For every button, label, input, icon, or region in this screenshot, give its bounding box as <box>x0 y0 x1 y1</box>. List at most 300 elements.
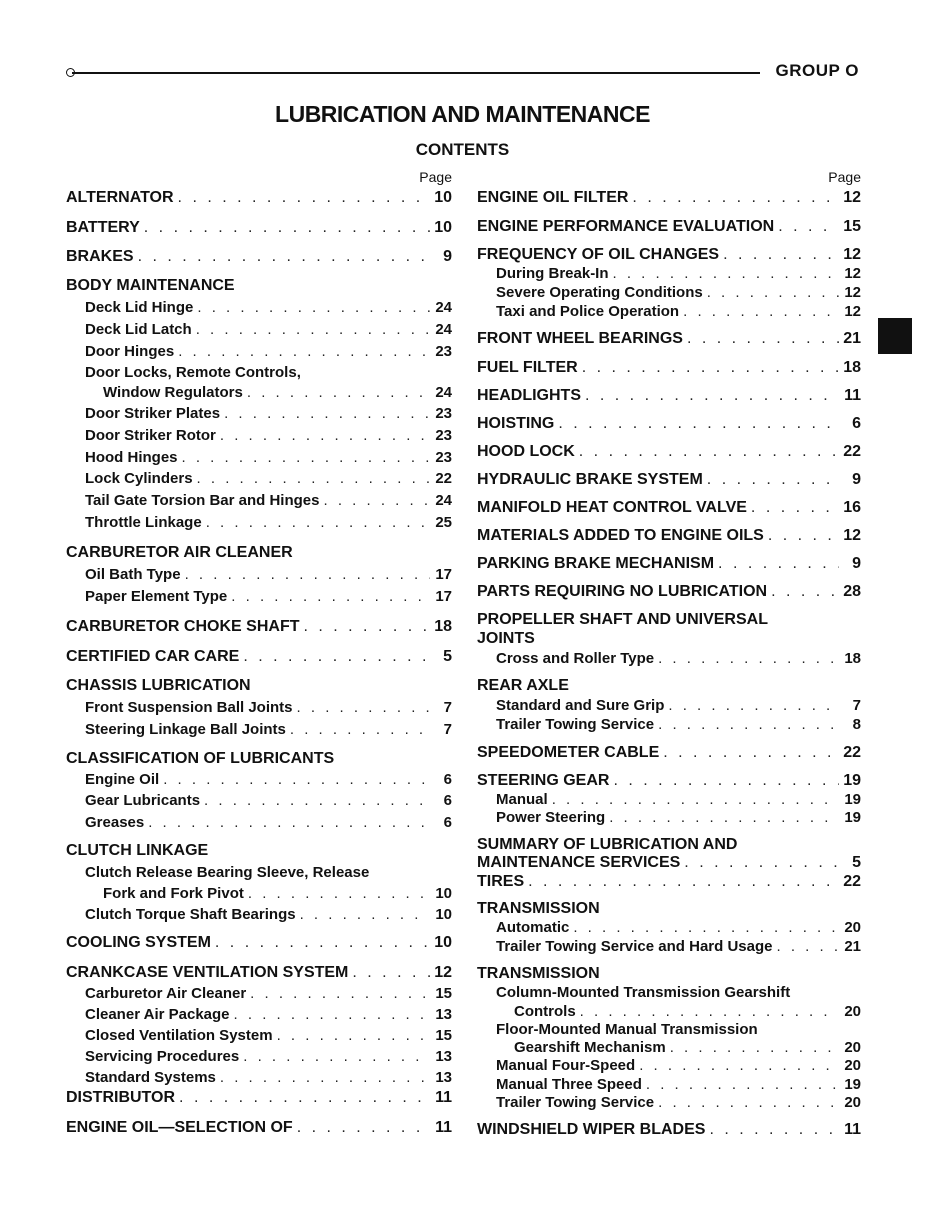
toc-entry <box>477 835 861 855</box>
dot-leader <box>192 320 430 340</box>
toc-entry-title: TIRES <box>477 873 525 890</box>
toc-entry-title: Servicing Procedures <box>85 1048 240 1065</box>
toc-entry <box>66 676 452 696</box>
toc-entry-title: Taxi and Police Operation <box>496 303 680 320</box>
dot-leader <box>174 342 430 362</box>
page-title: LUBRICATION AND MAINTENANCE <box>275 101 650 127</box>
toc-entry-title: CLUTCH LINKAGE <box>66 842 209 859</box>
toc-entry-title: Controls <box>514 1003 576 1020</box>
toc-entry <box>477 1020 861 1040</box>
toc-entry-title: TRANSMISSION <box>477 900 600 917</box>
toc-entry <box>477 899 861 919</box>
dot-leader <box>134 247 430 267</box>
toc-entry-title: Automatic <box>496 919 570 936</box>
toc-entry-page: 13 <box>435 1069 452 1086</box>
dot-leader <box>144 813 430 833</box>
toc-entry-page: 21 <box>843 330 861 347</box>
toc-entry-title: BODY MAINTENANCE <box>66 277 235 294</box>
toc-entry <box>66 863 452 883</box>
toc-entry <box>66 565 452 585</box>
toc-entry-page: 12 <box>844 265 861 282</box>
toc-entry-title: ENGINE OIL FILTER <box>477 189 629 206</box>
toc-entry-title: Tail Gate Torsion Bar and Hinges <box>85 492 320 509</box>
toc-entry <box>477 498 861 518</box>
toc-entry-page: 24 <box>435 384 452 401</box>
toc-entry-title: Column-Mounted Transmission Gearshift <box>496 984 791 1001</box>
toc-entry-page: 5 <box>852 854 861 871</box>
dot-leader <box>719 245 839 265</box>
toc-entry <box>66 1118 452 1138</box>
dot-leader <box>654 715 839 735</box>
dot-leader <box>200 791 430 811</box>
toc-entry-page: 17 <box>435 588 452 605</box>
toc-entry-title: BRAKES <box>66 248 134 265</box>
dot-leader <box>348 963 430 983</box>
toc-entry-title: Hood Hinges <box>85 449 178 466</box>
toc-entry-page: 7 <box>443 721 452 738</box>
toc-entry-title: SUMMARY OF LUBRICATION AND <box>477 836 738 853</box>
toc-entry-title: JOINTS <box>477 630 535 647</box>
toc-entry-title: MANIFOLD HEAT CONTROL VALVE <box>477 499 747 516</box>
toc-entry <box>66 543 452 563</box>
dot-leader <box>174 188 430 208</box>
toc-entry <box>477 283 861 303</box>
toc-entry <box>477 264 861 284</box>
toc-entry-page: 9 <box>852 555 861 572</box>
toc-entry-title: ALTERNATOR <box>66 189 174 206</box>
toc-entry <box>66 1026 452 1046</box>
toc-entry <box>477 358 861 378</box>
toc-entry <box>477 918 861 938</box>
toc-entry <box>477 853 861 873</box>
toc-entry <box>477 629 861 649</box>
toc-entry-page: 11 <box>844 387 861 404</box>
toc-entry-title: CERTIFIED CAR CARE <box>66 648 240 665</box>
dot-leader <box>140 218 430 238</box>
dot-leader <box>664 696 839 716</box>
toc-entry-page: 13 <box>435 1048 452 1065</box>
toc-entry-title: Power Steering <box>496 809 606 826</box>
toc-entry <box>66 749 452 769</box>
toc-entry-page: 13 <box>435 1006 452 1023</box>
header-rule <box>72 72 760 74</box>
toc-entry <box>66 963 452 983</box>
dot-leader <box>554 414 839 434</box>
toc-entry <box>477 582 861 602</box>
toc-entry <box>477 1120 861 1140</box>
dot-leader <box>635 1056 839 1076</box>
dot-leader <box>772 937 839 957</box>
dot-leader <box>220 404 430 424</box>
toc-entry <box>477 414 861 434</box>
toc-entry-page: 18 <box>843 359 861 376</box>
dot-leader <box>703 470 839 490</box>
toc-entry-title: Door Locks, Remote Controls, <box>85 364 301 381</box>
toc-entry-title: Fork and Fork Pivot <box>103 885 244 902</box>
dot-leader <box>628 188 839 208</box>
toc-entry-title: Cleaner Air Package <box>85 1006 230 1023</box>
page-column-label: Page <box>828 169 861 185</box>
toc-entry-page: 17 <box>435 566 452 583</box>
toc-entry-title: Oil Bath Type <box>85 566 181 583</box>
dot-leader <box>548 790 839 810</box>
toc-entry-title: CRANKCASE VENTILATION SYSTEM <box>66 964 349 981</box>
toc-entry-title: Gear Lubricants <box>85 792 201 809</box>
toc-entry-title: Door Hinges <box>85 343 175 360</box>
dot-leader <box>642 1075 839 1095</box>
toc-entry-page: 12 <box>843 189 861 206</box>
toc-entry <box>66 770 452 790</box>
toc-entry-page: 9 <box>852 471 861 488</box>
toc-entry <box>66 298 452 318</box>
toc-entry-title: ENGINE OIL—SELECTION OF <box>66 1119 293 1136</box>
toc-entry-page: 18 <box>434 618 452 635</box>
toc-entry-page: 10 <box>434 219 452 236</box>
toc-entry-page: 20 <box>844 919 861 936</box>
toc-entry-title: CARBURETOR AIR CLEANER <box>66 544 293 561</box>
dot-leader <box>193 298 430 318</box>
dot-leader <box>230 1005 430 1025</box>
toc-entry <box>66 276 452 296</box>
dot-leader <box>202 513 430 533</box>
toc-entry <box>477 676 861 696</box>
toc-entry-title: Clutch Release Bearing Sleeve, Release <box>85 864 370 881</box>
toc-entry-title: Greases <box>85 814 145 831</box>
toc-entry-page: 20 <box>844 1057 861 1074</box>
toc-entry <box>477 1093 861 1113</box>
toc-entry <box>66 791 452 811</box>
toc-entry-title: Gearshift Mechanism <box>514 1039 666 1056</box>
toc-entry <box>66 1088 452 1108</box>
toc-entry-page: 12 <box>434 964 452 981</box>
dot-leader <box>578 358 839 378</box>
dot-leader <box>576 1002 839 1022</box>
toc-entry-page: 12 <box>844 303 861 320</box>
toc-entry-title: FREQUENCY OF OIL CHANGES <box>477 246 720 263</box>
toc-entry-page: 8 <box>852 716 861 733</box>
dot-leader <box>705 1120 839 1140</box>
toc-entry <box>66 342 452 362</box>
toc-entry-title: CHASSIS LUBRICATION <box>66 677 251 694</box>
toc-entry-page: 22 <box>435 470 452 487</box>
toc-entry <box>66 933 452 953</box>
toc-entry-title: During Break-In <box>496 265 609 282</box>
toc-entry <box>477 872 861 892</box>
toc-entry-title: PARKING BRAKE MECHANISM <box>477 555 715 572</box>
toc-entry-page: 12 <box>844 284 861 301</box>
toc-entry <box>66 884 452 904</box>
dot-leader <box>581 386 839 406</box>
toc-entry-page: 15 <box>843 218 861 235</box>
toc-entry-title: Manual Three Speed <box>496 1076 642 1093</box>
dot-leader <box>609 771 839 791</box>
toc-entry <box>66 841 452 861</box>
toc-entry-title: CLASSIFICATION OF LUBRICANTS <box>66 750 335 767</box>
toc-entry <box>477 1038 861 1058</box>
toc-entry <box>477 1056 861 1076</box>
toc-entry <box>66 383 452 403</box>
toc-entry-page: 7 <box>852 697 861 714</box>
dot-leader <box>714 554 839 574</box>
toc-entry-page: 20 <box>844 1094 861 1111</box>
toc-entry-title: ENGINE PERFORMANCE EVALUATION <box>477 218 775 235</box>
toc-entry-page: 6 <box>443 771 452 788</box>
toc-entry-title: Steering Linkage Ball Joints <box>85 721 286 738</box>
toc-entry <box>477 245 861 265</box>
toc-entry-page: 12 <box>843 246 861 263</box>
toc-entry <box>66 404 452 424</box>
toc-entry-page: 19 <box>843 772 861 789</box>
toc-entry-title: SPEEDOMETER CABLE <box>477 744 660 761</box>
toc-entry-page: 11 <box>844 1121 861 1138</box>
toc-entry-page: 10 <box>435 885 452 902</box>
dot-leader <box>666 1038 839 1058</box>
toc-entry <box>66 320 452 340</box>
dot-leader <box>193 469 430 489</box>
dot-leader <box>524 872 839 892</box>
toc-entry-page: 9 <box>443 248 452 265</box>
toc-entry-page: 6 <box>443 814 452 831</box>
dot-leader <box>764 526 839 546</box>
toc-entry-page: 23 <box>435 405 452 422</box>
toc-entry-title: MAINTENANCE SERVICES <box>477 854 681 871</box>
toc-entry-title: HYDRAULIC BRAKE SYSTEM <box>477 471 703 488</box>
toc-entry-page: 19 <box>844 791 861 808</box>
toc-entry-title: BATTERY <box>66 219 140 236</box>
toc-entry <box>66 647 452 667</box>
toc-entry <box>477 470 861 490</box>
toc-entry-title: Front Suspension Ball Joints <box>85 699 293 716</box>
dot-leader <box>679 302 839 322</box>
toc-entry-page: 20 <box>844 1003 861 1020</box>
toc-entry-page: 19 <box>844 1076 861 1093</box>
toc-entry-page: 25 <box>435 514 452 531</box>
dot-leader <box>239 647 430 667</box>
toc-entry-page: 11 <box>435 1119 452 1136</box>
toc-entry-page: 24 <box>435 492 452 509</box>
toc-entry <box>66 218 452 238</box>
toc-entry-page: 23 <box>435 427 452 444</box>
dot-leader <box>239 1047 430 1067</box>
dot-leader <box>181 565 430 585</box>
dot-leader <box>175 1088 430 1108</box>
toc-entry <box>477 1002 861 1022</box>
page-column-label: Page <box>419 169 452 185</box>
dot-leader <box>293 1118 430 1138</box>
toc-entry-title: HEADLIGHTS <box>477 387 581 404</box>
toc-entry <box>66 1005 452 1025</box>
toc-entry-page: 24 <box>435 321 452 338</box>
toc-entry <box>477 526 861 546</box>
toc-entry <box>477 715 861 735</box>
toc-entry <box>477 302 861 322</box>
toc-entry <box>66 469 452 489</box>
toc-entry <box>477 790 861 810</box>
dot-leader <box>227 587 430 607</box>
toc-entry <box>66 1047 452 1067</box>
dot-leader <box>293 698 430 718</box>
toc-entry-title: Engine Oil <box>85 771 160 788</box>
dot-leader <box>299 617 430 637</box>
toc-entry-title: DISTRIBUTOR <box>66 1089 176 1106</box>
toc-entry <box>66 813 452 833</box>
dot-leader <box>296 905 430 925</box>
toc-entry-title: Cross and Roller Type <box>496 650 655 667</box>
toc-entry-page: 24 <box>435 299 452 316</box>
toc-entry-title: Lock Cylinders <box>85 470 193 487</box>
toc-entry-title: Manual <box>496 791 548 808</box>
toc-entry-title: FUEL FILTER <box>477 359 578 376</box>
toc-entry-page: 20 <box>844 1039 861 1056</box>
toc-entry-page: 23 <box>435 343 452 360</box>
toc-entry-title: Door Striker Plates <box>85 405 221 422</box>
toc-entry-title: Standard and Sure Grip <box>496 697 665 714</box>
dot-leader <box>747 498 839 518</box>
dot-leader <box>216 426 430 446</box>
toc-entry-page: 10 <box>435 906 452 923</box>
toc-entry-title: Window Regulators <box>103 384 243 401</box>
toc-entry-page: 7 <box>443 699 452 716</box>
toc-entry-page: 15 <box>435 1027 452 1044</box>
toc-entry-title: Deck Lid Hinge <box>85 299 194 316</box>
toc-entry <box>477 808 861 828</box>
toc-entry-page: 16 <box>843 499 861 516</box>
toc-entry-title: WINDSHIELD WIPER BLADES <box>477 1121 706 1138</box>
dot-leader <box>575 442 839 462</box>
toc-entry-title: PARTS REQUIRING NO LUBRICATION <box>477 583 768 600</box>
toc-entry <box>66 587 452 607</box>
dot-leader <box>774 217 839 237</box>
toc-entry-title: TRANSMISSION <box>477 965 600 982</box>
toc-entry <box>477 554 861 574</box>
toc-entry-title: Carburetor Air Cleaner <box>85 985 247 1002</box>
dot-leader <box>680 853 839 873</box>
dot-leader <box>703 283 839 303</box>
dot-leader <box>659 743 839 763</box>
contents-column-left <box>66 168 452 1136</box>
toc-entry <box>477 386 861 406</box>
toc-entry-title: PROPELLER SHAFT AND UNIVERSAL <box>477 611 768 628</box>
toc-entry-title: CARBURETOR CHOKE SHAFT <box>66 618 300 635</box>
dot-leader <box>654 1093 839 1113</box>
toc-entry-title: STEERING GEAR <box>477 772 610 789</box>
toc-entry-title: Deck Lid Latch <box>85 321 192 338</box>
toc-entry <box>66 426 452 446</box>
toc-entry-title: Manual Four-Speed <box>496 1057 636 1074</box>
contents-column-right <box>477 168 861 1138</box>
dot-leader <box>286 720 430 740</box>
dot-leader <box>654 649 839 669</box>
toc-entry-title: Door Striker Rotor <box>85 427 216 444</box>
dot-leader <box>246 984 430 1004</box>
contents-heading: CONTENTS <box>415 140 510 159</box>
dot-leader <box>569 918 839 938</box>
toc-entry-page: 21 <box>844 938 861 955</box>
toc-entry <box>477 937 861 957</box>
toc-entry-title: MATERIALS ADDED TO ENGINE OILS <box>477 527 764 544</box>
toc-entry-title: REAR AXLE <box>477 677 569 694</box>
toc-entry <box>66 448 452 468</box>
toc-entry-page: 22 <box>843 443 861 460</box>
toc-entry-page: 19 <box>844 809 861 826</box>
toc-entry <box>477 771 861 791</box>
toc-entry-title: Severe Operating Conditions <box>496 284 703 301</box>
toc-entry-page: 12 <box>843 527 861 544</box>
toc-entry-title: Trailer Towing Service <box>496 1094 655 1111</box>
toc-entry-title: Standard Systems <box>85 1069 216 1086</box>
toc-entry-page: 18 <box>844 650 861 667</box>
toc-entry <box>66 491 452 511</box>
dot-leader <box>683 329 839 349</box>
toc-entry <box>66 363 452 383</box>
dot-leader <box>609 264 839 284</box>
dot-leader <box>605 808 839 828</box>
dot-leader <box>273 1026 430 1046</box>
toc-entry <box>477 610 861 630</box>
toc-entry <box>66 617 452 637</box>
toc-entry <box>477 188 861 208</box>
toc-entry-title: HOOD LOCK <box>477 443 575 460</box>
toc-entry <box>66 984 452 1004</box>
toc-entry <box>66 247 452 267</box>
toc-entry-title: Floor-Mounted Manual Transmission <box>496 1021 758 1038</box>
dot-leader <box>767 582 839 602</box>
toc-entry-page: 15 <box>435 985 452 1002</box>
toc-entry <box>477 743 861 763</box>
dot-leader <box>159 770 430 790</box>
dot-leader <box>178 448 431 468</box>
toc-entry-page: 5 <box>443 648 452 665</box>
toc-entry <box>477 329 861 349</box>
toc-entry <box>477 442 861 462</box>
group-label: GROUP O <box>775 61 859 80</box>
toc-entry <box>477 983 861 1003</box>
toc-entry <box>477 1075 861 1095</box>
toc-entry <box>477 217 861 237</box>
toc-entry <box>477 649 861 669</box>
toc-entry-title: Paper Element Type <box>85 588 228 605</box>
toc-entry <box>66 905 452 925</box>
toc-entry-page: 10 <box>434 934 452 951</box>
toc-entry <box>66 720 452 740</box>
toc-entry <box>66 188 452 208</box>
toc-entry-title: HOISTING <box>477 415 555 432</box>
toc-entry-title: Throttle Linkage <box>85 514 202 531</box>
toc-entry <box>66 513 452 533</box>
toc-entry <box>477 696 861 716</box>
toc-entry <box>66 1068 452 1088</box>
toc-entry-title: FRONT WHEEL BEARINGS <box>477 330 683 347</box>
dot-leader <box>243 383 430 403</box>
toc-entry-title: Clutch Torque Shaft Bearings <box>85 906 296 923</box>
toc-entry-title: Trailer Towing Service and Hard Usage <box>496 938 773 955</box>
toc-entry-page: 22 <box>843 744 861 761</box>
toc-entry-page: 23 <box>435 449 452 466</box>
dot-leader <box>216 1068 430 1088</box>
toc-entry-page: 28 <box>843 583 861 600</box>
dot-leader <box>244 884 430 904</box>
toc-entry-title: COOLING SYSTEM <box>66 934 211 951</box>
toc-entry-page: 11 <box>435 1089 452 1106</box>
toc-entry-page: 6 <box>443 792 452 809</box>
toc-entry <box>66 698 452 718</box>
toc-entry-title: Closed Ventilation System <box>85 1027 273 1044</box>
toc-entry <box>477 964 861 984</box>
toc-entry-page: 10 <box>434 189 452 206</box>
toc-entry-title: Trailer Towing Service <box>496 716 655 733</box>
dot-leader <box>211 933 430 953</box>
section-tab-marker <box>878 318 912 354</box>
